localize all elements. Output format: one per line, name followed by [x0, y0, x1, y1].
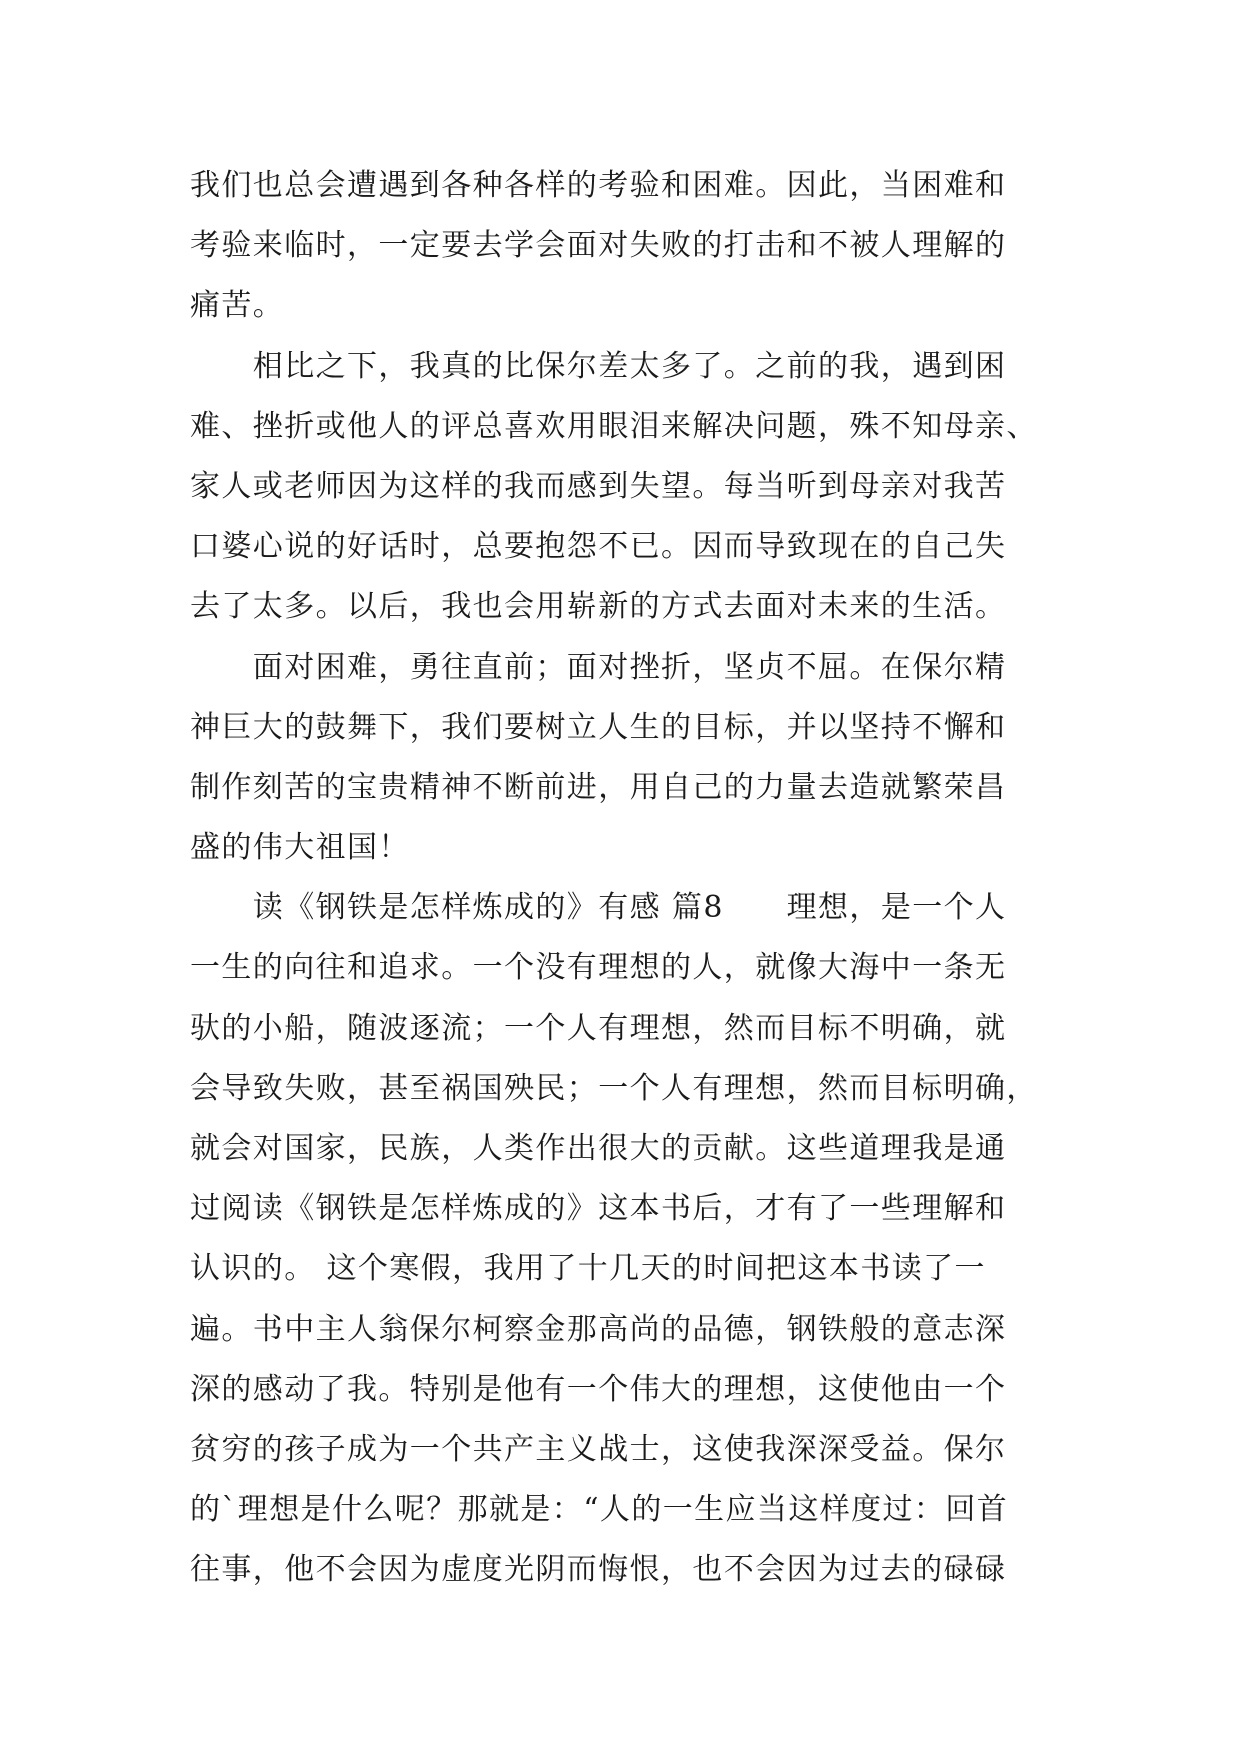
- text-line: 制作刻苦的宝贵精神不断前进，用自己的力量去造就繁荣昌: [190, 769, 1007, 805]
- text-line: 的`理想是什么呢？那就是：“人的一生应当这样度过：回首: [190, 1492, 1009, 1528]
- text-line: 痛苦。: [190, 288, 285, 324]
- text-line: 一生的向往和追求。一个没有理想的人，就像大海中一条无: [190, 950, 1007, 986]
- text-line: 家人或老师因为这样的我而感到失望。每当听到母亲对我苦: [190, 468, 1007, 504]
- text-line: 认识的。 这个寒假，我用了十几天的时间把这本书读了一: [190, 1251, 986, 1287]
- text-line: 口婆心说的好话时，总要抱怨不已。因而导致现在的自己失: [190, 529, 1007, 565]
- text-line: 会导致失败，甚至祸国殃民；一个人有理想，然而目标明确，: [190, 1070, 1038, 1106]
- text-line: 深的感动了我。特别是他有一个伟大的理想，这使他由一个: [190, 1371, 1007, 1407]
- text-line: 遍。书中主人翁保尔柯察金那高尚的品德，钢铁般的意志深: [190, 1311, 1007, 1347]
- text-line: 盛的伟大祖国！: [190, 830, 410, 866]
- text-line: 往事，他不会因为虚度光阴而悔恨，也不会因为过去的碌碌: [190, 1552, 1007, 1588]
- text-line: 去了太多。以后，我也会用崭新的方式去面对未来的生活。: [190, 589, 1007, 625]
- body-text: [190, 156, 1070, 1601]
- text-line: 贫穷的孩子成为一个共产主义战士，这使我深深受益。保尔: [190, 1431, 1007, 1467]
- text-line: 过阅读《钢铁是怎样炼成的》这本书后，才有了一些理解和: [190, 1191, 1007, 1227]
- text-line: 相比之下，我真的比保尔差太多了。之前的我，遇到困: [190, 348, 1007, 384]
- text-line: 我们也总会遭遇到各种各样的考验和困难。因此，当困难和: [190, 168, 1007, 203]
- text-line: 就会对国家，民族，人类作出很大的贡献。这些道理我是通: [190, 1131, 1007, 1166]
- text-line: 神巨大的鼓舞下，我们要树立人生的目标，并以坚持不懈和: [190, 709, 1007, 745]
- text-line: 难、挫折或他人的评总喜欢用眼泪来解决问题，殊不知母亲、: [190, 408, 1038, 444]
- text-line: 考验来临时，一定要去学会面对失败的打击和不被人理解的: [190, 228, 1007, 264]
- text-line: 读《钢铁是怎样炼成的》有感 篇8 理想，是一个人: [190, 890, 1007, 926]
- text-line: 驮的小船，随波逐流；一个人有理想，然而目标不明确，就: [190, 1010, 1007, 1046]
- text-line: 面对困难，勇往直前；面对挫折，坚贞不屈。在保尔精: [190, 649, 1007, 685]
